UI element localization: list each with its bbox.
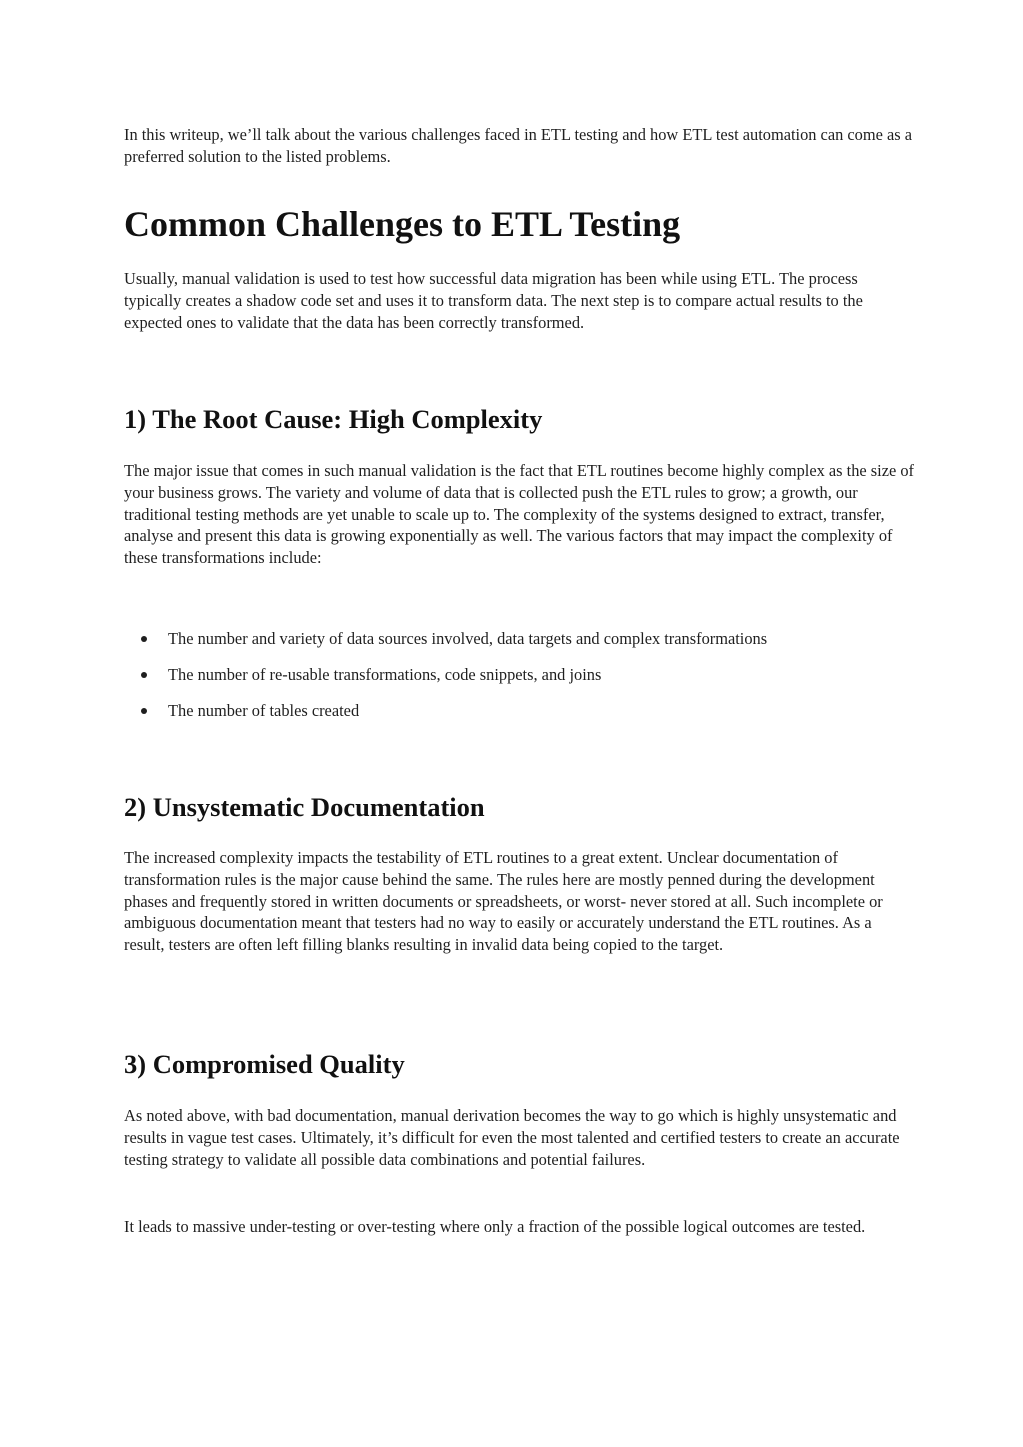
list-item xyxy=(124,628,914,664)
section-3-heading: 3) Compromised Quality xyxy=(124,1049,405,1079)
section-3-paragraph-2: It leads to massive under-testing or over-testing where only a fraction of the possible logical outcomes are tested. xyxy=(124,1217,866,1236)
intro-paragraph: In this writeup, we’ll talk about the various challenges faced in ETL testing and how ETL test automation can come as a preferred solution to the listed problems. xyxy=(124,125,913,166)
main-heading: Common Challenges to ETL Testing xyxy=(124,204,681,244)
list-item-text: The number of tables created xyxy=(168,701,360,720)
section-1-paragraph: The major issue that comes in such manual validation is the fact that ETL routines become highly complex as the size of your business grows. The variety and volume of data that is collected push the ETL rules to grow; a growth, our traditional testing methods are yet unable to scale up to. The complexity of the systems designed to extract, transfer, analyse and present this data is growing exponentially as well. The various factors that may impact the complexity of these transformations include: xyxy=(124,461,915,568)
complexity-factors-list xyxy=(124,628,914,736)
bullet-icon xyxy=(141,672,147,678)
section-2-heading: 2) Unsystematic Documentation xyxy=(124,792,485,822)
section-3-paragraph: As noted above, with bad documentation, manual derivation becomes the way to go which is highly unsystematic and results in vague test cases. Ultimately, it’s difficult for even the most talented and certified testers to create an accurate testing strategy to validate all possible data combinations and potential failures. xyxy=(124,1106,900,1169)
list-item-text: The number of re-usable transformations, code snippets, and joins xyxy=(168,665,602,684)
section-1-heading: 1) The Root Cause: High Complexity xyxy=(124,404,543,434)
bullet-icon xyxy=(141,636,147,642)
section-2-paragraph: The increased complexity impacts the testability of ETL routines to a great extent. Unclear documentation of transformation rules is the major cause behind the same. The rules here are mostly penned during the development phases and frequently stored in written documents or spreadsheets, or worst- never stored at all. Such incomplete or ambiguous documentation meant that testers had no way to easily or accurately understand the ETL routines. As a result, testers are often left filling blanks resulting in invalid data being copied to the target. xyxy=(124,848,883,955)
main-paragraph: Usually, manual validation is used to test how successful data migration has been while using ETL. The process typically creates a shadow code set and uses it to transform data. The next step is to compare actual results to the expected ones to validate that the data has been correctly transformed. xyxy=(124,269,863,332)
list-item xyxy=(124,664,914,700)
list-item-text: The number and variety of data sources involved, data targets and complex transformations xyxy=(168,629,768,648)
bullet-icon xyxy=(141,708,147,714)
list-item xyxy=(124,700,914,736)
